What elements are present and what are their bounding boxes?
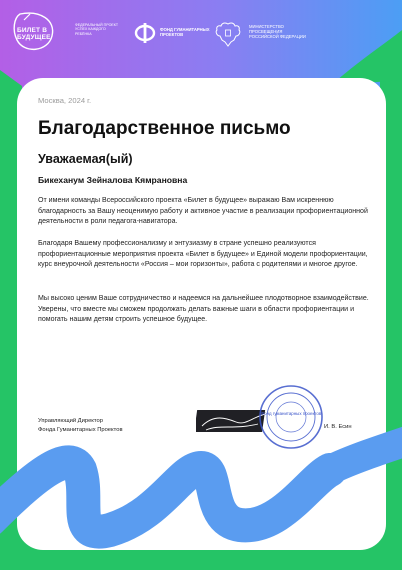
phi-letter-icon (134, 22, 156, 44)
fund-logo-text: ФОНД ГУМАНИТАРНЫХ ПРОЕКТОВ (160, 27, 210, 37)
ministry-logo-text: МИНИСТЕРСТВО ПРОСВЕЩЕНИЯ РОССИЙСКОЙ ФЕДЕРАЦИИ (249, 24, 306, 39)
double-headed-eagle-icon (213, 20, 243, 48)
paragraph-3: Мы высоко ценим Ваше сотрудничество и надеемся на дальнейшее плодотворное взаимодействие. Уверены, что вместе мы сможем продолжать делать важные шаги в области профориентации и помогать нашим детям строить успешное будущее. (38, 295, 369, 324)
signatory-position-line2: Фонда Гуманитарных Проектов (38, 427, 123, 433)
official-stamp (258, 384, 324, 450)
stamp-text: Фонд гуманитарных проектов (260, 411, 322, 416)
paragraph-2: Благодаря Вашему профессионализму и энтузиазму в стране успешно реализуются профориентационные мероприятия проекта «Билет в будущее» и Единой модели профориентации, курс внеурочной деятельности «Россия – мои горизонты», работа с родителями и многое другое. (38, 240, 368, 269)
salutation: Уважаемая(ый) (38, 152, 133, 166)
signatory-position-line1: Управляющий Директор (38, 418, 103, 424)
ticket-logo-text: БИЛЕТ В БУДУЩЕЕ (17, 27, 51, 41)
letter-date: Москва, 2024 г. (38, 96, 92, 105)
partner-logo-text: ФЕДЕРАЛЬНЫЙ ПРОЕКТ УСПЕХ КАЖДОГО РЕБЁНКА (75, 23, 119, 36)
recipient-name: Бикеханум Зейналова Кямрановна (38, 175, 188, 185)
letter-title: Благодарственное письмо (38, 118, 291, 139)
header (0, 0, 402, 78)
signatory-name: И. В. Есин (324, 424, 352, 430)
paragraph-1: От имени команды Всероссийского проекта «Билет в будущее» выражаю Вам искреннюю благодарность за Вашу неоценимую работу и активное участие в реализации профориентационной деятельности в роли педагога-навигатора. (38, 197, 368, 226)
signatory-position (38, 417, 178, 435)
